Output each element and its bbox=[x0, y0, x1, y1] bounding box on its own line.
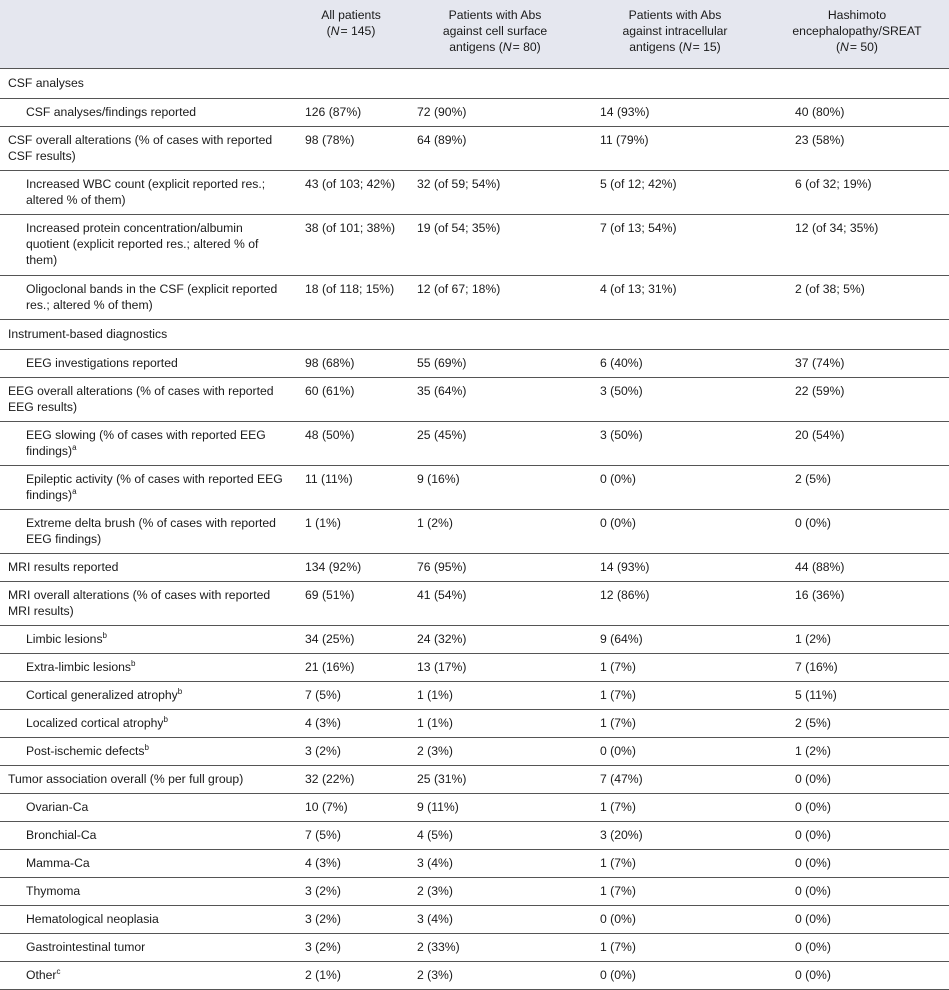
row-label: EEG overall alterations (% of cases with reported EEG results) bbox=[0, 378, 297, 422]
cell-surface: 3 (4%) bbox=[405, 906, 585, 934]
cell-surface: 1 (1%) bbox=[405, 710, 585, 738]
cell-intracellular: 11 (79%) bbox=[585, 127, 765, 171]
cell-intracellular: 0 (0%) bbox=[585, 738, 765, 766]
table-row bbox=[0, 215, 949, 276]
cell-surface: 2 (3%) bbox=[405, 878, 585, 906]
cell-all: 3 (2%) bbox=[297, 906, 405, 934]
cell-intracellular: 0 (0%) bbox=[585, 466, 765, 510]
cell-surface: 4 (5%) bbox=[405, 822, 585, 850]
header-surface-line3: antigens (N = 80) bbox=[449, 40, 541, 54]
cell-hashimoto: 2 (of 38; 5%) bbox=[765, 276, 949, 320]
section-label: Instrument-based diagnostics bbox=[0, 320, 949, 350]
row-label bbox=[0, 654, 297, 682]
header-intracellular-line1: Patients with Abs bbox=[628, 8, 722, 22]
table-row bbox=[0, 850, 949, 878]
section-label: CSF analyses bbox=[0, 69, 949, 99]
cell-surface: 2 (3%) bbox=[405, 962, 585, 990]
table-row bbox=[0, 99, 949, 127]
table-row bbox=[0, 710, 949, 738]
header-all-n: (N = 145) bbox=[326, 24, 376, 38]
table-row bbox=[0, 466, 949, 510]
row-label: Bronchial-Ca bbox=[0, 822, 297, 850]
footnote-marker: a bbox=[72, 443, 77, 452]
cell-intracellular: 1 (7%) bbox=[585, 934, 765, 962]
table-row bbox=[0, 878, 949, 906]
cell-hashimoto: 40 (80%) bbox=[765, 99, 949, 127]
row-label: MRI overall alterations (% of cases with reported MRI results) bbox=[0, 582, 297, 626]
row-label bbox=[0, 682, 297, 710]
cell-surface: 1 (2%) bbox=[405, 510, 585, 554]
footnote-marker: b bbox=[130, 659, 136, 668]
cell-hashimoto: 5 (11%) bbox=[765, 682, 949, 710]
cell-hashimoto: 2 (5%) bbox=[765, 710, 949, 738]
row-label-text: Extra-limbic lesions bbox=[26, 660, 131, 674]
cell-intracellular: 0 (0%) bbox=[585, 510, 765, 554]
cell-all: 48 (50%) bbox=[297, 422, 405, 466]
cell-all: 38 (of 101; 38%) bbox=[297, 215, 405, 276]
cell-all: 69 (51%) bbox=[297, 582, 405, 626]
row-label: Increased protein concentration/albumin quotient (explicit reported res.; altered % of them) bbox=[0, 215, 297, 276]
table-row bbox=[0, 422, 949, 466]
cell-intracellular: 14 (93%) bbox=[585, 99, 765, 127]
row-label-text: Post-ischemic defects bbox=[26, 744, 145, 758]
footnote-marker: b bbox=[163, 715, 168, 724]
cell-all: 60 (61%) bbox=[297, 378, 405, 422]
row-label bbox=[0, 466, 297, 510]
cell-hashimoto: 23 (58%) bbox=[765, 127, 949, 171]
cell-hashimoto: 0 (0%) bbox=[765, 794, 949, 822]
cell-intracellular: 1 (7%) bbox=[585, 710, 765, 738]
cell-surface: 72 (90%) bbox=[405, 99, 585, 127]
table-row bbox=[0, 682, 949, 710]
cell-surface: 1 (1%) bbox=[405, 682, 585, 710]
row-label: Oligoclonal bands in the CSF (explicit reported res.; altered % of them) bbox=[0, 276, 297, 320]
row-label bbox=[0, 962, 297, 990]
cell-all: 7 (5%) bbox=[297, 682, 405, 710]
cell-intracellular: 1 (7%) bbox=[585, 878, 765, 906]
cell-intracellular: 3 (20%) bbox=[585, 822, 765, 850]
row-label: Hematological neoplasia bbox=[0, 906, 297, 934]
cell-surface: 9 (11%) bbox=[405, 794, 585, 822]
cell-surface: 76 (95%) bbox=[405, 554, 585, 582]
cell-hashimoto: 20 (54%) bbox=[765, 422, 949, 466]
cell-surface: 25 (45%) bbox=[405, 422, 585, 466]
table-row bbox=[0, 350, 949, 378]
row-label bbox=[0, 422, 297, 466]
cell-all: 1 (1%) bbox=[297, 510, 405, 554]
cell-hashimoto: 0 (0%) bbox=[765, 962, 949, 990]
cell-surface: 64 (89%) bbox=[405, 127, 585, 171]
header-surface-antigens bbox=[405, 0, 585, 69]
table-row bbox=[0, 554, 949, 582]
cell-hashimoto: 0 (0%) bbox=[765, 878, 949, 906]
cell-intracellular: 4 (of 13; 31%) bbox=[585, 276, 765, 320]
row-label bbox=[0, 626, 297, 654]
cell-all: 18 (of 118; 15%) bbox=[297, 276, 405, 320]
table-row bbox=[0, 582, 949, 626]
table-row bbox=[0, 626, 949, 654]
header-surface-line2: against cell surface bbox=[442, 24, 548, 38]
table-row bbox=[0, 822, 949, 850]
cell-intracellular: 7 (of 13; 54%) bbox=[585, 215, 765, 276]
cell-intracellular: 5 (of 12; 42%) bbox=[585, 171, 765, 215]
table-row bbox=[0, 510, 949, 554]
row-label: Ovarian-Ca bbox=[0, 794, 297, 822]
cell-surface: 9 (16%) bbox=[405, 466, 585, 510]
row-label bbox=[0, 738, 297, 766]
table-row bbox=[0, 738, 949, 766]
table-row bbox=[0, 378, 949, 422]
cell-intracellular: 9 (64%) bbox=[585, 626, 765, 654]
cell-hashimoto: 0 (0%) bbox=[765, 906, 949, 934]
row-label: Gastrointestinal tumor bbox=[0, 934, 297, 962]
cell-intracellular: 6 (40%) bbox=[585, 350, 765, 378]
cell-all: 3 (2%) bbox=[297, 878, 405, 906]
cell-all: 4 (3%) bbox=[297, 710, 405, 738]
row-label: Mamma-Ca bbox=[0, 850, 297, 878]
footnote-marker: b bbox=[102, 631, 107, 640]
row-label bbox=[0, 710, 297, 738]
row-label-text: Epileptic activity (% of cases with reported EEG findings) bbox=[26, 472, 283, 502]
cell-all: 21 (16%) bbox=[297, 654, 405, 682]
cell-all: 126 (87%) bbox=[297, 99, 405, 127]
cell-all: 134 (92%) bbox=[297, 554, 405, 582]
cell-all: 2 (1%) bbox=[297, 962, 405, 990]
cell-hashimoto: 16 (36%) bbox=[765, 582, 949, 626]
cell-intracellular: 3 (50%) bbox=[585, 422, 765, 466]
table-row bbox=[0, 906, 949, 934]
cell-surface: 24 (32%) bbox=[405, 626, 585, 654]
row-label-text: EEG slowing (% of cases with reported EEG findings) bbox=[26, 428, 266, 458]
cell-intracellular: 1 (7%) bbox=[585, 850, 765, 878]
cell-surface: 13 (17%) bbox=[405, 654, 585, 682]
footnote-marker: b bbox=[144, 743, 149, 752]
cell-hashimoto: 37 (74%) bbox=[765, 350, 949, 378]
cell-surface: 12 (of 67; 18%) bbox=[405, 276, 585, 320]
cell-intracellular: 12 (86%) bbox=[585, 582, 765, 626]
row-label: Increased WBC count (explicit reported res.; altered % of them) bbox=[0, 171, 297, 215]
cell-all: 11 (11%) bbox=[297, 466, 405, 510]
header-all-label: All patients bbox=[321, 8, 381, 22]
cell-surface: 25 (31%) bbox=[405, 766, 585, 794]
cell-all: 7 (5%) bbox=[297, 822, 405, 850]
cell-intracellular: 0 (0%) bbox=[585, 962, 765, 990]
row-label: Thymoma bbox=[0, 878, 297, 906]
cell-hashimoto: 0 (0%) bbox=[765, 510, 949, 554]
cell-surface: 41 (54%) bbox=[405, 582, 585, 626]
cell-surface: 3 (4%) bbox=[405, 850, 585, 878]
header-hashimoto bbox=[765, 0, 949, 69]
table-row bbox=[0, 127, 949, 171]
row-label: Tumor association overall (% per full group) bbox=[0, 766, 297, 794]
row-label: EEG investigations reported bbox=[0, 350, 297, 378]
header-intracellular-line2: against intracellular bbox=[622, 24, 728, 38]
footnote-marker: b bbox=[177, 687, 183, 696]
cell-surface: 35 (64%) bbox=[405, 378, 585, 422]
header-hashimoto-line2: encephalopathy/SREAT bbox=[792, 24, 922, 38]
cell-all: 4 (3%) bbox=[297, 850, 405, 878]
cell-hashimoto: 0 (0%) bbox=[765, 934, 949, 962]
cell-hashimoto: 1 (2%) bbox=[765, 738, 949, 766]
header-hashimoto-line3: (N = 50) bbox=[835, 40, 878, 54]
cell-all: 3 (2%) bbox=[297, 934, 405, 962]
header-all-patients bbox=[297, 0, 405, 69]
table-row bbox=[0, 962, 949, 990]
header-row bbox=[0, 0, 949, 69]
table-row bbox=[0, 654, 949, 682]
cell-hashimoto: 44 (88%) bbox=[765, 554, 949, 582]
cell-hashimoto: 0 (0%) bbox=[765, 850, 949, 878]
cell-surface: 32 (of 59; 54%) bbox=[405, 171, 585, 215]
header-intracellular-line3: antigens (N = 15) bbox=[629, 40, 721, 54]
cell-all: 32 (22%) bbox=[297, 766, 405, 794]
footnote-marker: a bbox=[72, 487, 77, 496]
row-label: CSF analyses/findings reported bbox=[0, 99, 297, 127]
cell-intracellular: 3 (50%) bbox=[585, 378, 765, 422]
section-row-instrument-diagnostics bbox=[0, 320, 949, 350]
cell-hashimoto: 0 (0%) bbox=[765, 766, 949, 794]
cell-hashimoto: 0 (0%) bbox=[765, 822, 949, 850]
cell-intracellular: 1 (7%) bbox=[585, 654, 765, 682]
section-row-csf-analyses bbox=[0, 69, 949, 99]
cell-hashimoto: 1 (2%) bbox=[765, 626, 949, 654]
row-label-text: Localized cortical atrophy bbox=[26, 716, 164, 730]
header-surface-line1: Patients with Abs bbox=[448, 8, 542, 22]
row-label: MRI results reported bbox=[0, 554, 297, 582]
cell-all: 98 (68%) bbox=[297, 350, 405, 378]
cell-surface: 19 (of 54; 35%) bbox=[405, 215, 585, 276]
footnote-marker: c bbox=[56, 967, 61, 976]
cell-intracellular: 1 (7%) bbox=[585, 794, 765, 822]
cell-hashimoto: 2 (5%) bbox=[765, 466, 949, 510]
table-row bbox=[0, 934, 949, 962]
cell-intracellular: 7 (47%) bbox=[585, 766, 765, 794]
cell-all: 43 (of 103; 42%) bbox=[297, 171, 405, 215]
cell-intracellular: 0 (0%) bbox=[585, 906, 765, 934]
row-label: CSF overall alterations (% of cases with reported CSF results) bbox=[0, 127, 297, 171]
cell-hashimoto: 22 (59%) bbox=[765, 378, 949, 422]
cell-all: 10 (7%) bbox=[297, 794, 405, 822]
row-label-text: Cortical generalized atrophy bbox=[26, 688, 178, 702]
cell-hashimoto: 6 (of 32; 19%) bbox=[765, 171, 949, 215]
row-label-text: Limbic lesions bbox=[26, 632, 103, 646]
header-empty-cell bbox=[0, 0, 297, 69]
header-hashimoto-line1: Hashimoto bbox=[827, 8, 887, 22]
table-row bbox=[0, 794, 949, 822]
header-intracellular-antigens bbox=[585, 0, 765, 69]
table-row bbox=[0, 276, 949, 320]
cell-surface: 55 (69%) bbox=[405, 350, 585, 378]
cell-all: 98 (78%) bbox=[297, 127, 405, 171]
cell-hashimoto: 12 (of 34; 35%) bbox=[765, 215, 949, 276]
cell-hashimoto: 7 (16%) bbox=[765, 654, 949, 682]
cell-surface: 2 (33%) bbox=[405, 934, 585, 962]
cell-all: 34 (25%) bbox=[297, 626, 405, 654]
cell-surface: 2 (3%) bbox=[405, 738, 585, 766]
cell-intracellular: 14 (93%) bbox=[585, 554, 765, 582]
cell-intracellular: 1 (7%) bbox=[585, 682, 765, 710]
table-row bbox=[0, 766, 949, 794]
table-row bbox=[0, 171, 949, 215]
row-label-text: Other bbox=[26, 968, 57, 982]
cell-all: 3 (2%) bbox=[297, 738, 405, 766]
row-label: Extreme delta brush (% of cases with reported EEG findings) bbox=[0, 510, 297, 554]
